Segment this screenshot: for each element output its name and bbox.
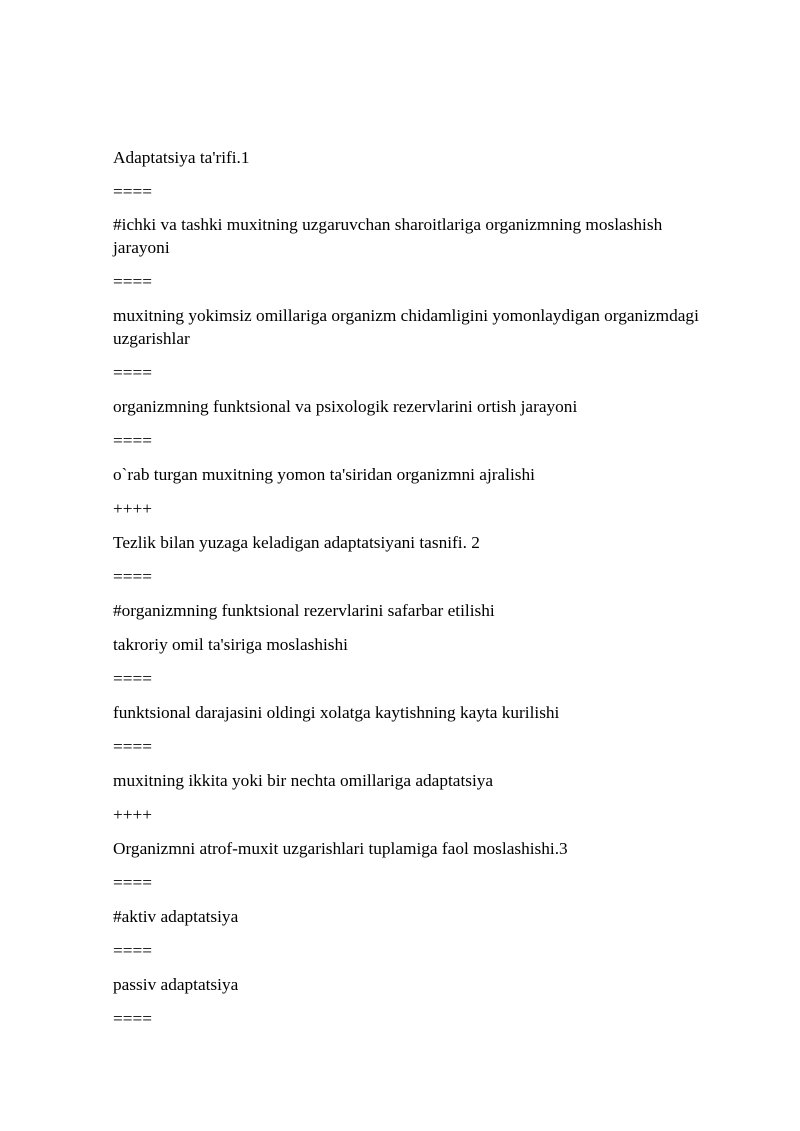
- answer-option: funktsional darajasini oldingi xolatga kaytishning kayta kurilishi: [113, 703, 560, 722]
- question-title: Organizmni atrof-muxit uzgarishlari tuplamiga faol moslashishi.3: [113, 839, 568, 858]
- separator: ====: [113, 182, 152, 201]
- answer-option: takroriy omil ta'siriga moslashishi: [113, 635, 348, 654]
- question-title: Tezlik bilan yuzaga keladigan adaptatsiyani tasnifi. 2: [113, 533, 480, 552]
- answer-option: muxitning yokimsiz omillariga organizm chidamligini yomonlaydigan organizmdagi uzgarishlar: [113, 306, 699, 348]
- separator: ====: [113, 363, 152, 382]
- answer-option: organizmning funktsional va psixologik rezervlarini ortish jarayoni: [113, 397, 578, 416]
- separator: ====: [113, 272, 152, 291]
- answer-option: passiv adaptatsiya: [113, 975, 239, 994]
- separator: ====: [113, 737, 152, 756]
- separator: ====: [113, 567, 152, 586]
- separator: ====: [113, 431, 152, 450]
- answer-option-correct: #aktiv adaptatsiya: [113, 907, 239, 926]
- answer-option-correct: #ichki va tashki muxitning uzgaruvchan sharoitlariga organizmning moslashish jarayoni: [113, 215, 663, 257]
- separator: ====: [113, 873, 152, 892]
- question-title: Adaptatsiya ta'rifi.1: [113, 148, 250, 167]
- separator: ====: [113, 1009, 152, 1028]
- question-separator: ++++: [113, 499, 152, 518]
- answer-option: o`rab turgan muxitning yomon ta'siridan organizmni ajralishi: [113, 465, 535, 484]
- answer-option-correct: #organizmning funktsional rezervlarini safarbar etilishi: [113, 601, 495, 620]
- question-separator: ++++: [113, 805, 152, 824]
- answer-option: muxitning ikkita yoki bir nechta omillariga adaptatsiya: [113, 771, 494, 790]
- separator: ====: [113, 669, 152, 688]
- separator: ====: [113, 941, 152, 960]
